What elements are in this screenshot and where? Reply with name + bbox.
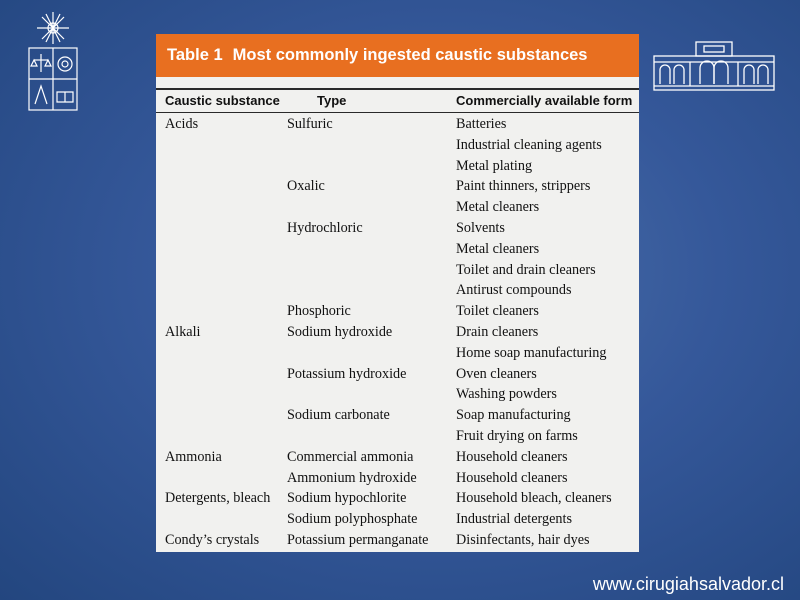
cell-commercial-form: Metal cleaners — [456, 199, 540, 216]
cell-commercial-form: Soap manufacturing — [456, 407, 571, 424]
university-crest-icon — [24, 8, 82, 112]
cell-type: Phosphoric — [287, 303, 351, 320]
cell-type: Sodium hypochlorite — [287, 490, 407, 507]
cell-commercial-form: Household cleaners — [456, 469, 568, 486]
cell-commercial-form: Disinfectants, hair dyes — [456, 531, 590, 548]
cell-commercial-form: Oven cleaners — [456, 365, 537, 382]
table-row — [156, 198, 639, 219]
column-header-type: Type — [317, 93, 347, 108]
cell-commercial-form: Metal plating — [456, 157, 533, 174]
table-column-headers — [156, 88, 639, 113]
table-row — [156, 240, 639, 261]
table-title-bar — [156, 34, 639, 77]
table-card — [156, 34, 639, 552]
cell-type: Sodium carbonate — [287, 407, 390, 424]
table-row — [156, 365, 639, 386]
table-row — [156, 489, 639, 510]
table-row — [156, 323, 639, 344]
cell-commercial-form: Drain cleaners — [456, 323, 539, 340]
cell-commercial-form: Batteries — [456, 116, 507, 132]
table-row — [156, 302, 639, 323]
cell-type: Sodium polyphosphate — [287, 511, 418, 528]
column-header-commercial-form: Commercially available form — [456, 93, 633, 108]
cell-commercial-form: Washing powders — [456, 386, 557, 403]
table-row — [156, 281, 639, 302]
cell-commercial-form: Paint thinners, strippers — [456, 178, 591, 195]
table-row — [156, 177, 639, 198]
cell-commercial-form: Antirust compounds — [456, 282, 572, 299]
column-header-caustic-substance: Caustic substance — [165, 93, 280, 108]
cell-commercial-form: Metal cleaners — [456, 240, 540, 257]
table-row — [156, 261, 639, 282]
table-row — [156, 448, 639, 469]
cell-commercial-form: Home soap manufacturing — [456, 344, 607, 361]
table-row — [156, 427, 639, 448]
table-row — [156, 136, 639, 157]
table-row — [156, 157, 639, 178]
cell-commercial-form: Household bleach, cleaners — [456, 490, 612, 507]
cell-type: Sulfuric — [287, 116, 333, 132]
cell-commercial-form: Solvents — [456, 219, 505, 236]
cell-caustic-substance: Detergents, bleach — [165, 490, 271, 507]
table-row — [156, 219, 639, 240]
cell-type: Ammonium hydroxide — [287, 469, 417, 486]
cell-caustic-substance: Acids — [165, 116, 199, 132]
table-row — [156, 469, 639, 490]
cell-type: Potassium hydroxide — [287, 365, 407, 382]
cell-commercial-form: Toilet cleaners — [456, 303, 539, 320]
cell-commercial-form: Fruit drying on farms — [456, 427, 578, 444]
cell-commercial-form: Industrial cleaning agents — [456, 136, 602, 153]
table-body — [156, 115, 639, 552]
table-row — [156, 385, 639, 406]
cell-caustic-substance: Alkali — [165, 323, 201, 340]
table-row — [156, 510, 639, 531]
building-facade-icon — [652, 38, 776, 92]
cell-type: Commercial ammonia — [287, 448, 414, 465]
cell-commercial-form: Household cleaners — [456, 448, 568, 465]
website-url: www.cirugiahsalvador.cl — [592, 574, 784, 594]
cell-commercial-form: Toilet and drain cleaners — [456, 261, 596, 278]
cell-type: Sodium hydroxide — [287, 323, 393, 340]
table-label: Table 1 — [167, 46, 223, 64]
cell-type: Potassium permanganate — [287, 531, 429, 548]
table-title: Most commonly ingested caustic substances — [232, 46, 588, 64]
cell-caustic-substance: Ammonia — [165, 448, 222, 465]
cell-caustic-substance: Condy’s crystals — [165, 531, 260, 548]
cell-type: Oxalic — [287, 178, 325, 195]
table-row — [156, 344, 639, 365]
cell-commercial-form: Industrial detergents — [456, 511, 572, 528]
table-row — [156, 531, 639, 552]
table-row — [156, 406, 639, 427]
table-row — [156, 115, 639, 136]
cell-type: Hydrochloric — [287, 219, 363, 236]
